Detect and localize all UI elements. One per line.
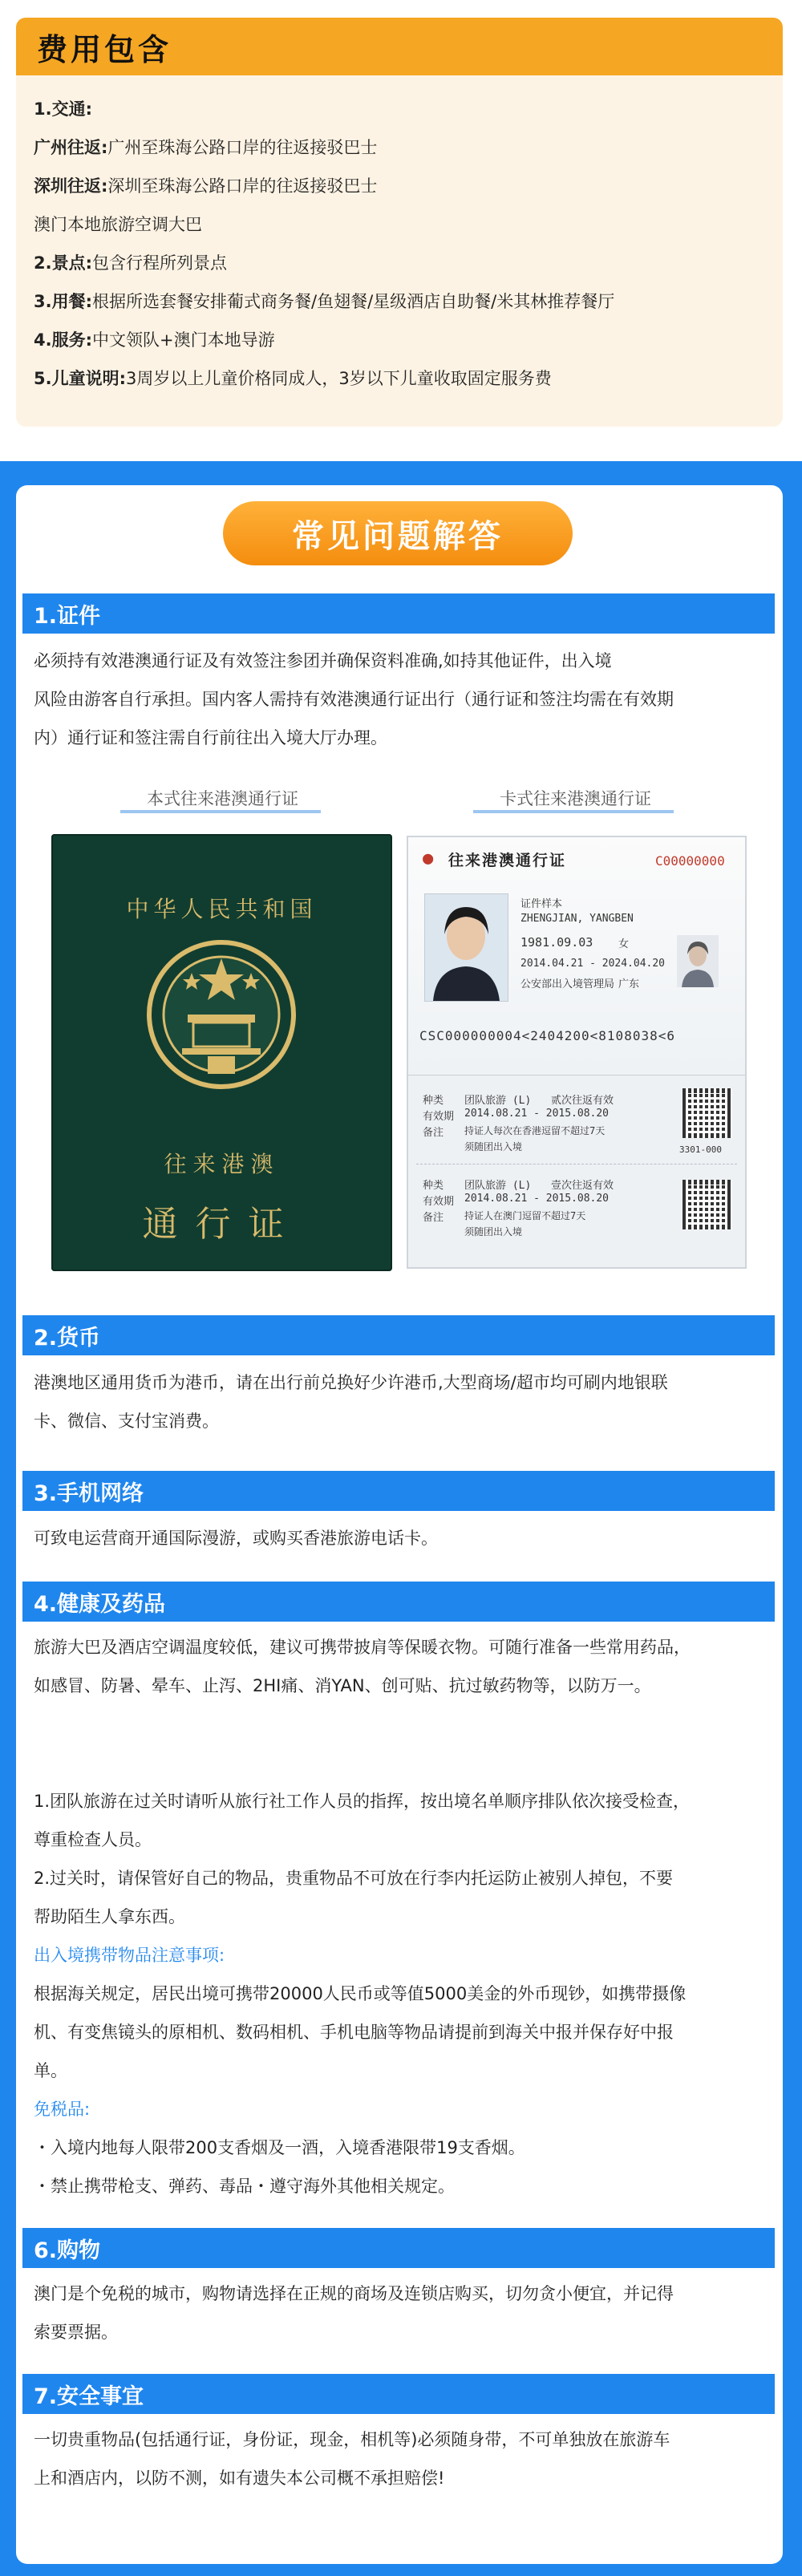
health-text (34, 1628, 776, 1705)
text-line: 帮助陌生人拿东西。 (34, 1907, 185, 1926)
endorse-type: 团队旅游 (L) (464, 1180, 532, 1192)
portrait-icon (425, 894, 508, 1001)
text-line: 必须持有效港澳通行证及有效签注参团并确保资料准确,如持其他证件，出入境 (34, 651, 612, 670)
text-line: 1.团队旅游在过关时请听从旅行社工作人员的指挥，按出境名单顺序排队依次接受检查， (34, 1792, 691, 1811)
endorse-note: 须随团出入境 (464, 1226, 523, 1237)
fee-title: 费用包含 (37, 30, 172, 67)
shopping-text (34, 2274, 776, 2351)
booklet-caption: 本式往来港澳通行证 (147, 789, 298, 808)
endorse-times: 壹次往返有效 (551, 1180, 614, 1192)
valid-label: 有效期 (423, 1111, 455, 1123)
text-line: 风险由游客自行承担。国内客人需持有效港澳通行证出行（通行证和签注均需在有效期 (34, 690, 674, 709)
fee-label: 深圳往返: (34, 176, 108, 196)
documents-text (34, 642, 776, 757)
section-title: 3.手机网络 (34, 1480, 144, 1506)
section-header-shopping (22, 2228, 775, 2268)
text-line: 内）通行证和签注需自行前往出入境大厅办理。 (34, 728, 387, 747)
card-front (408, 837, 745, 1074)
network-text (34, 1519, 776, 1557)
currency-text (34, 1363, 776, 1440)
caption-underline (120, 810, 321, 813)
text-line: 澳门是个免税的城市，购物请选择在正规的商场及连锁店购买，切勿贪小便宜，并记得 (34, 2284, 674, 2303)
endorse-times: 贰次往返有效 (551, 1095, 614, 1107)
fee-label: 4.服务: (34, 330, 92, 350)
section-title: 1.证件 (34, 603, 101, 629)
fee-line (34, 90, 783, 128)
fee-line (34, 128, 783, 167)
kind-label: 种类 (423, 1095, 444, 1107)
fee-label: 1.交通: (34, 99, 92, 119)
text-line: 上和酒店内，以防不测，如有遗失本公司概不承担赔偿! (34, 2469, 445, 2488)
card-birth: 1981.09.03 (520, 935, 593, 950)
card-validity: 2014.04.21 - 2024.04.20 (520, 958, 666, 970)
fee-text: 根据所选套餐安排葡式商务餐/鱼翅餐/星级酒店自助餐/米其林推荐餐厅 (92, 292, 615, 311)
dutyfree-text (34, 2128, 776, 2205)
section-title: 6.购物 (34, 2238, 101, 2263)
text-line: 尊重检查人员。 (34, 1830, 152, 1849)
fee-line (34, 321, 783, 359)
card-number: C00000000 (655, 853, 725, 869)
section-header-health (22, 1582, 775, 1622)
fee-text: 包含行程所列景点 (92, 253, 227, 273)
endorse-type: 团队旅游 (L) (464, 1095, 532, 1107)
safety-text (34, 2420, 776, 2497)
card-permit-image (407, 836, 747, 1269)
booklet-main-text: 通行证 (142, 1204, 302, 1245)
fee-text: 3周岁以上儿童价格同成人，3岁以下儿童收取固定服务费 (126, 369, 552, 388)
section-header-documents (22, 593, 775, 634)
text-line: ・禁止携带枪支、弹药、毒品・遵守海外其他相关规定。 (34, 2177, 455, 2196)
national-emblem-icon (144, 934, 300, 1095)
text-line: 港澳地区通用货币为港币，请在出行前兑换好少许港币,大型商场/超市均可刷内地银联 (34, 1373, 668, 1392)
qr-code-icon (683, 1088, 732, 1138)
booklet-country-text: 中华人民共和国 (126, 896, 318, 922)
fee-label: 3.用餐: (34, 292, 92, 311)
text-line: 机、有变焦镜头的原相机、数码相机、手机电脑等物品请提前到海关中报并保存好中报 (34, 2023, 674, 2042)
faq-title: 常见问题解答 (292, 517, 504, 555)
text-line: 如感冒、防暑、晕车、止泻、2HI痛、消YAN、创可贴、抗过敏药物等，以防万一。 (34, 1676, 651, 1695)
text-line: ・入境内地每人限带200支香烟及一酒，入境香港限带19支香烟。 (34, 2138, 525, 2157)
endorse-note: 持证人每次在香港逗留不超过7天 (464, 1125, 606, 1136)
dutyfree-heading: 免税品: (34, 2100, 91, 2119)
text-line: 2.过关时，请保管好自己的物品，贵重物品不可放在行李内托运防止被别人掉包，不要 (34, 1869, 674, 1888)
fee-header (16, 18, 783, 75)
fee-label: 5.儿童说明: (34, 369, 126, 388)
section-header-currency (22, 1315, 775, 1355)
card-sample-label: 证件样本 (520, 898, 563, 910)
qr-code-icon (683, 1180, 732, 1229)
card-small-photo (677, 935, 719, 987)
card-sex: 女 (618, 938, 630, 950)
fee-line (34, 205, 783, 244)
fee-text: 广州至珠海公路口岸的往返接驳巴士 (107, 138, 378, 157)
remark-label: 备注 (423, 1127, 444, 1139)
card-code: 3301-000 (679, 1144, 722, 1155)
section-header-network (22, 1471, 775, 1511)
fee-label: 广州往返: (34, 138, 108, 157)
faq-title-pill (223, 501, 573, 565)
kind-label: 种类 (423, 1180, 444, 1192)
fee-line (34, 282, 783, 321)
text-line: 旅游大巴及酒店空调温度较低，建议可携带披肩等保暖衣物。可随行准备一些常用药品， (34, 1638, 691, 1657)
items-text (34, 1975, 776, 2090)
text-line: 索要票据。 (34, 2323, 118, 2342)
card-photo (424, 893, 508, 1002)
small-portrait-icon (677, 935, 719, 987)
booklet-permit-image (51, 834, 392, 1271)
endorse-note: 须随团出入境 (464, 1141, 523, 1152)
card-back (408, 1075, 745, 1267)
fee-line (34, 167, 783, 205)
booklet-sub-text: 往来港澳 (164, 1151, 280, 1177)
text-line: 卡、微信、支付宝消费。 (34, 1412, 219, 1431)
card-place: 广东 (618, 978, 640, 990)
card-name: ZHENGJIAN, YANGBEN (520, 913, 634, 925)
items-heading: 出入境携带物品注意事项: (34, 1946, 225, 1965)
endorse-period: 2014.08.21 - 2015.08.20 (464, 1193, 610, 1205)
fee-label: 2.景点: (34, 253, 92, 273)
fee-card (16, 18, 783, 427)
text-line: 可致电运营商开通国际漫游，或购买香港旅游电话卡。 (34, 1529, 438, 1548)
customs-text (34, 1782, 776, 1936)
fee-line (34, 359, 783, 398)
card-authority: 公安部出入境管理局 (520, 978, 615, 990)
text-line: 一切贵重物品(包括通行证，身份证，现金，相机等)必须随身带，不可单独放在旅游车 (34, 2430, 670, 2449)
text-line: 根据海关规定，居民出境可携带20000人民币或等值5000美金的外币现钞，如携带摄像 (34, 1984, 687, 2003)
section-title: 4.健康及药品 (34, 1591, 166, 1617)
valid-label: 有效期 (423, 1196, 455, 1208)
text-line: 单。 (34, 2061, 67, 2080)
fee-text: 澳门本地旅游空调大巴 (34, 215, 202, 234)
endorse-note: 持证人在澳门逗留不超过7天 (464, 1210, 586, 1221)
remark-label: 备注 (423, 1212, 444, 1224)
section-title: 2.货币 (34, 1325, 101, 1351)
endorse-period: 2014.08.21 - 2015.08.20 (464, 1108, 610, 1120)
card-logo-icon: ● (423, 849, 434, 869)
section-header-safety (22, 2374, 775, 2414)
section-title: 7.安全事宜 (34, 2384, 144, 2409)
fee-line (34, 244, 783, 282)
fee-text: 深圳至珠海公路口岸的往返接驳巴士 (107, 176, 378, 196)
card-title: 往来港澳通行证 (448, 852, 567, 869)
fee-text: 中文领队+澳门本地导游 (92, 330, 275, 350)
caption-underline (473, 810, 674, 813)
fee-list (16, 75, 783, 398)
card-caption: 卡式往来港澳通行证 (500, 789, 651, 808)
card-mrz: CSC000000004<2404200<8108038<6 (419, 1028, 675, 1043)
